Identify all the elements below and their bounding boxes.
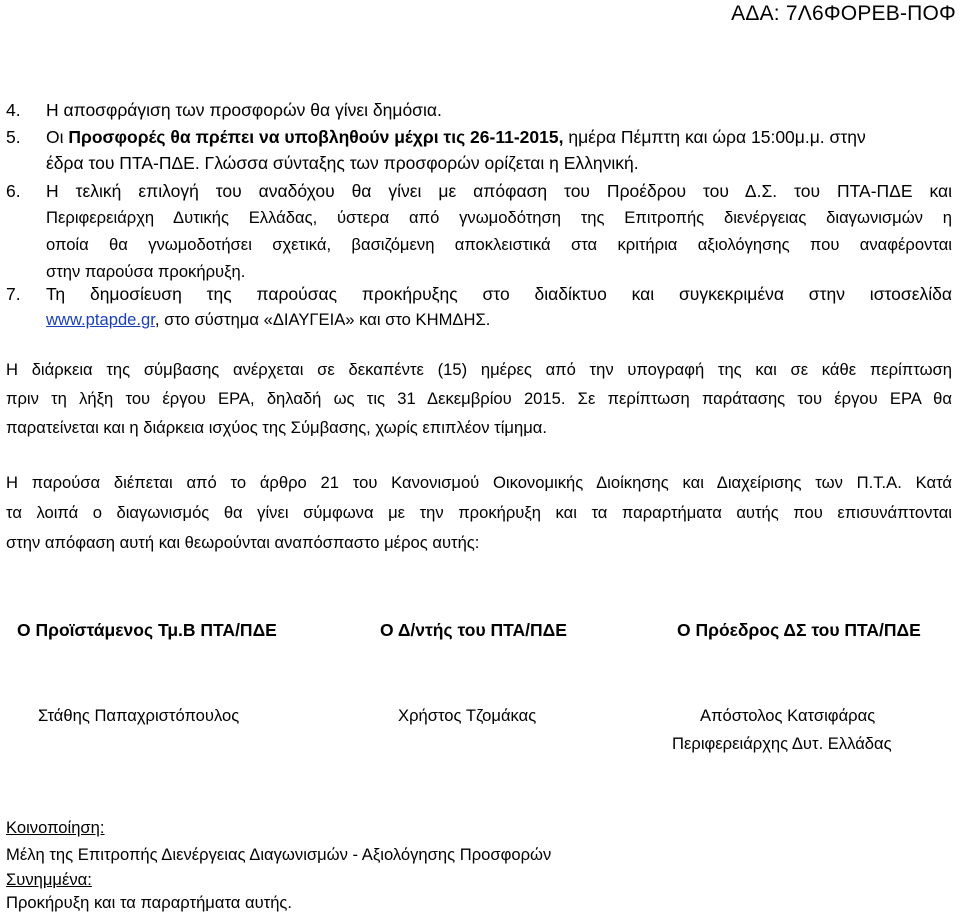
ada-code: ΑΔΑ: 7Λ6ΦΟΡΕΒ-ΠΟΦ [731, 2, 956, 25]
item-text-line [46, 127, 866, 148]
signature-name-2: Χρήστος Τζομάκας [398, 706, 537, 725]
item-number: 5. [6, 127, 21, 147]
text-run: , στο σύστημα «ΔΙΑΥΓΕΙΑ» και στο ΚΗΜΔΗΣ. [154, 310, 491, 329]
synimmena-label: Συνημμένα: [6, 870, 92, 889]
paragraph-line: Η διάρκεια της σύμβασης ανέρχεται σε δεκαπέντε (15) ημέρες από την υπογραφή της και σε κάθε περίπτωση [6, 360, 952, 379]
signature-title-1: Ο Προϊστάμενος Τμ.Β ΠΤΑ/ΠΔΕ [17, 620, 277, 640]
item-text-line: στην παρούσα προκήρυξη. [46, 262, 246, 281]
paragraph-line: στην απόφαση αυτή και θεωρούνται αναπόσπαστο μέρος αυτής: [6, 533, 480, 552]
item-number: 7. [6, 284, 21, 304]
item-text-line: οποία θα γνωμοδοτήσει σχετικά, βασιζόμενη αποκλειστικά στα κριτήρια αξιολόγησης που αναφέρονται [46, 235, 952, 254]
signature-name-1: Στάθης Παπαχριστόπουλος [38, 706, 240, 725]
item-text-line: έδρα του ΠΤΑ-ΠΔΕ. Γλώσσα σύνταξης των προσφορών ορίζεται η Ελληνική. [46, 153, 639, 173]
signature-name-3: Απόστολος Κατσιφάρας [700, 706, 876, 725]
signature-role-3: Περιφερειάρχης Δυτ. Ελλάδας [672, 734, 892, 753]
text-run: Οι [46, 127, 69, 147]
item-text-line: Η τελική επιλογή του αναδόχου θα γίνει με απόφαση του Προέδρου του Δ.Σ. του ΠΤΑ-ΠΔΕ και [46, 181, 952, 201]
item-text: Η αποσφράγιση των προσφορών θα γίνει δημόσια. [46, 100, 442, 120]
item-text-line [46, 310, 490, 330]
item-text-line: Τη δημοσίευση της παρούσας προκήρυξης στο διαδίκτυο και συγκεκριμένα στην ιστοσελίδα [46, 284, 952, 304]
paragraph-line: πριν τη λήξη του έργου ΕΡΑ, δηλαδή ως τις 31 Δεκεμβρίου 2015. Σε περίπτωση παράτασης του έργου ΕΡΑ θα [6, 389, 952, 408]
koinopoiisi-text: Μέλη της Επιτροπής Διενέργειας Διαγωνισμών - Αξιολόγησης Προσφορών [6, 845, 552, 864]
koinopoiisi-label: Κοινοποίηση: [6, 818, 105, 837]
deadline-text: Προσφορές θα πρέπει να υποβληθούν μέχρι τις 26-11-2015, [68, 127, 564, 147]
text-run: ημέρα Πέμπτη και ώρα 15:00μ.μ. στην [563, 127, 866, 147]
paragraph-line: Η παρούσα διέπεται από το άρθρο 21 του Κανονισμού Οικονομικής Διοίκησης και Διαχείρισης των Π.Τ.Α. Κατά [6, 473, 952, 492]
website-link[interactable]: www.ptapde.gr [46, 310, 155, 329]
signature-title-3: Ο Πρόεδρος ΔΣ του ΠΤΑ/ΠΔΕ [677, 620, 921, 640]
signature-title-2: Ο Δ/ντής του ΠΤΑ/ΠΔΕ [380, 620, 567, 640]
item-number: 6. [6, 181, 21, 201]
paragraph-line: τα λοιπά ο διαγωνισμός θα γίνει σύμφωνα με την προκήρυξη και τα παραρτήματα αυτής που επισυνάπτονται [6, 503, 952, 522]
paragraph-line: παρατείνεται και η διάρκεια ισχύος της Σύμβασης, χωρίς επιπλέον τίμημα. [6, 418, 547, 437]
item-text-line: Περιφερειάρχη Δυτικής Ελλάδας, ύστερα από γνωμοδότηση της Επιτροπής διενέργειας διαγωνισμών η [46, 208, 952, 227]
item-number: 4. [6, 100, 21, 120]
synimmena-text: Προκήρυξη και τα παραρτήματα αυτής. [6, 893, 293, 912]
